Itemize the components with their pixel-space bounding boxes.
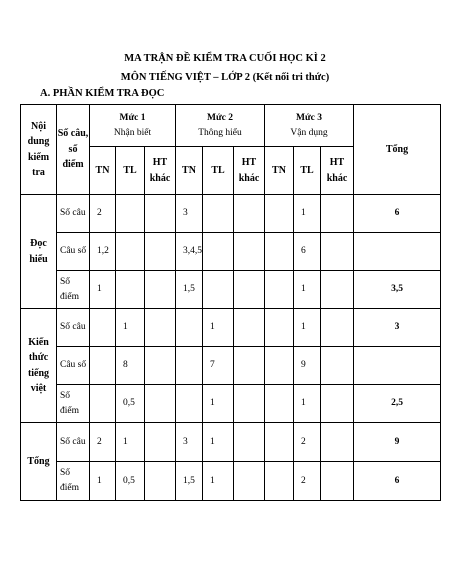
value-cell: 2 xyxy=(90,423,116,462)
value-cell: 0,5 xyxy=(116,462,145,501)
value-cell xyxy=(265,233,294,271)
section-heading: A. PHẦN KIỂM TRA ĐỌC xyxy=(40,88,165,99)
value-cell: 6 xyxy=(294,233,321,271)
header-col-tl: TL xyxy=(294,147,321,195)
value-cell xyxy=(145,347,176,385)
header-col-tl: TL xyxy=(116,147,145,195)
value-cell xyxy=(234,385,265,423)
value-cell xyxy=(90,385,116,423)
value-cell: 1 xyxy=(203,423,234,462)
value-cell: 1,5 xyxy=(176,462,203,501)
document-subtitle: MÔN TIẾNG VIỆT – LỚP 2 (Kết nối tri thức) xyxy=(120,72,330,83)
row-label: Câu số xyxy=(57,233,90,271)
value-cell xyxy=(265,309,294,347)
header-content: Nội dung kiểm tra xyxy=(21,105,57,195)
header-level-1: Mức 1 Nhận biết xyxy=(90,105,176,147)
header-col-ht: HT khác xyxy=(234,147,265,195)
group-kien-thuc-label: Kiến thức tiếng việt xyxy=(21,309,57,423)
row-total: 3,5 xyxy=(354,271,441,309)
header-col-tn: TN xyxy=(90,147,116,195)
value-cell xyxy=(145,462,176,501)
row-label: Số câu xyxy=(57,195,90,233)
value-cell: 0,5 xyxy=(116,385,145,423)
value-cell xyxy=(234,233,265,271)
value-cell xyxy=(321,233,354,271)
table-row xyxy=(21,233,441,271)
value-cell xyxy=(321,423,354,462)
row-total xyxy=(354,347,441,385)
row-total xyxy=(354,233,441,271)
value-cell xyxy=(145,271,176,309)
value-cell: 3,4,5 xyxy=(176,233,203,271)
header-level-3: Mức 3 Vận dụng xyxy=(265,105,354,147)
value-cell: 1 xyxy=(90,462,116,501)
value-cell xyxy=(145,195,176,233)
value-cell: 2 xyxy=(294,462,321,501)
value-cell xyxy=(265,423,294,462)
value-cell xyxy=(234,309,265,347)
row-total: 3 xyxy=(354,309,441,347)
group-doc-hieu-label: Đọc hiểu xyxy=(21,195,57,309)
row-total: 9 xyxy=(354,423,441,462)
value-cell xyxy=(234,271,265,309)
table-row xyxy=(21,385,441,423)
header-col-tl: TL xyxy=(203,147,234,195)
value-cell: 1 xyxy=(203,385,234,423)
value-cell: 1,2 xyxy=(90,233,116,271)
value-cell xyxy=(265,195,294,233)
row-label: Số điểm xyxy=(57,462,90,501)
row-label: Số câu xyxy=(57,309,90,347)
value-cell xyxy=(203,271,234,309)
value-cell: 3 xyxy=(176,423,203,462)
value-cell xyxy=(321,309,354,347)
row-label: Số điểm xyxy=(57,271,90,309)
value-cell xyxy=(321,347,354,385)
value-cell xyxy=(145,233,176,271)
value-cell xyxy=(90,347,116,385)
value-cell xyxy=(321,271,354,309)
row-label: Số điểm xyxy=(57,385,90,423)
value-cell: 1 xyxy=(116,423,145,462)
value-cell xyxy=(90,309,116,347)
value-cell xyxy=(203,195,234,233)
header-col-ht: HT khác xyxy=(145,147,176,195)
table-row xyxy=(21,347,441,385)
value-cell xyxy=(116,271,145,309)
value-cell: 1 xyxy=(294,309,321,347)
table-row xyxy=(21,423,441,462)
value-cell: 2 xyxy=(90,195,116,233)
value-cell xyxy=(321,462,354,501)
value-cell xyxy=(265,271,294,309)
value-cell: 3 xyxy=(176,195,203,233)
header-count: Số câu, số điểm xyxy=(57,105,90,195)
value-cell xyxy=(234,462,265,501)
value-cell xyxy=(321,195,354,233)
value-cell xyxy=(145,385,176,423)
value-cell xyxy=(145,423,176,462)
value-cell xyxy=(176,309,203,347)
value-cell xyxy=(116,195,145,233)
header-col-ht: HT khác xyxy=(321,147,354,195)
value-cell: 1 xyxy=(294,195,321,233)
value-cell xyxy=(265,462,294,501)
value-cell xyxy=(321,385,354,423)
table-row xyxy=(21,271,441,309)
value-cell: 1 xyxy=(294,385,321,423)
header-col-tn: TN xyxy=(176,147,203,195)
value-cell xyxy=(234,347,265,385)
value-cell xyxy=(234,423,265,462)
row-label: Số câu xyxy=(57,423,90,462)
row-total: 6 xyxy=(354,462,441,501)
value-cell xyxy=(145,309,176,347)
document-title: MA TRẬN ĐỀ KIỂM TRA CUỐI HỌC KÌ 2 xyxy=(124,53,326,64)
value-cell: 1 xyxy=(203,309,234,347)
row-total: 6 xyxy=(354,195,441,233)
row-total: 2,5 xyxy=(354,385,441,423)
value-cell: 1 xyxy=(294,271,321,309)
table-row xyxy=(21,309,441,347)
group-tong-label: Tổng xyxy=(21,423,57,501)
table-row xyxy=(21,195,441,233)
value-cell: 1 xyxy=(203,462,234,501)
value-cell xyxy=(176,385,203,423)
row-label: Câu số xyxy=(57,347,90,385)
header-total: Tổng xyxy=(354,105,441,195)
header-col-tn: TN xyxy=(265,147,294,195)
value-cell: 9 xyxy=(294,347,321,385)
value-cell xyxy=(116,233,145,271)
value-cell xyxy=(234,195,265,233)
table-row xyxy=(21,462,441,501)
header-level-2: Mức 2 Thông hiểu xyxy=(176,105,265,147)
exam-matrix-table xyxy=(20,104,441,501)
value-cell: 1 xyxy=(116,309,145,347)
value-cell: 1,5 xyxy=(176,271,203,309)
value-cell xyxy=(265,385,294,423)
value-cell: 8 xyxy=(116,347,145,385)
value-cell: 2 xyxy=(294,423,321,462)
value-cell: 7 xyxy=(203,347,234,385)
value-cell: 1 xyxy=(90,271,116,309)
value-cell xyxy=(265,347,294,385)
value-cell xyxy=(176,347,203,385)
value-cell xyxy=(203,233,234,271)
